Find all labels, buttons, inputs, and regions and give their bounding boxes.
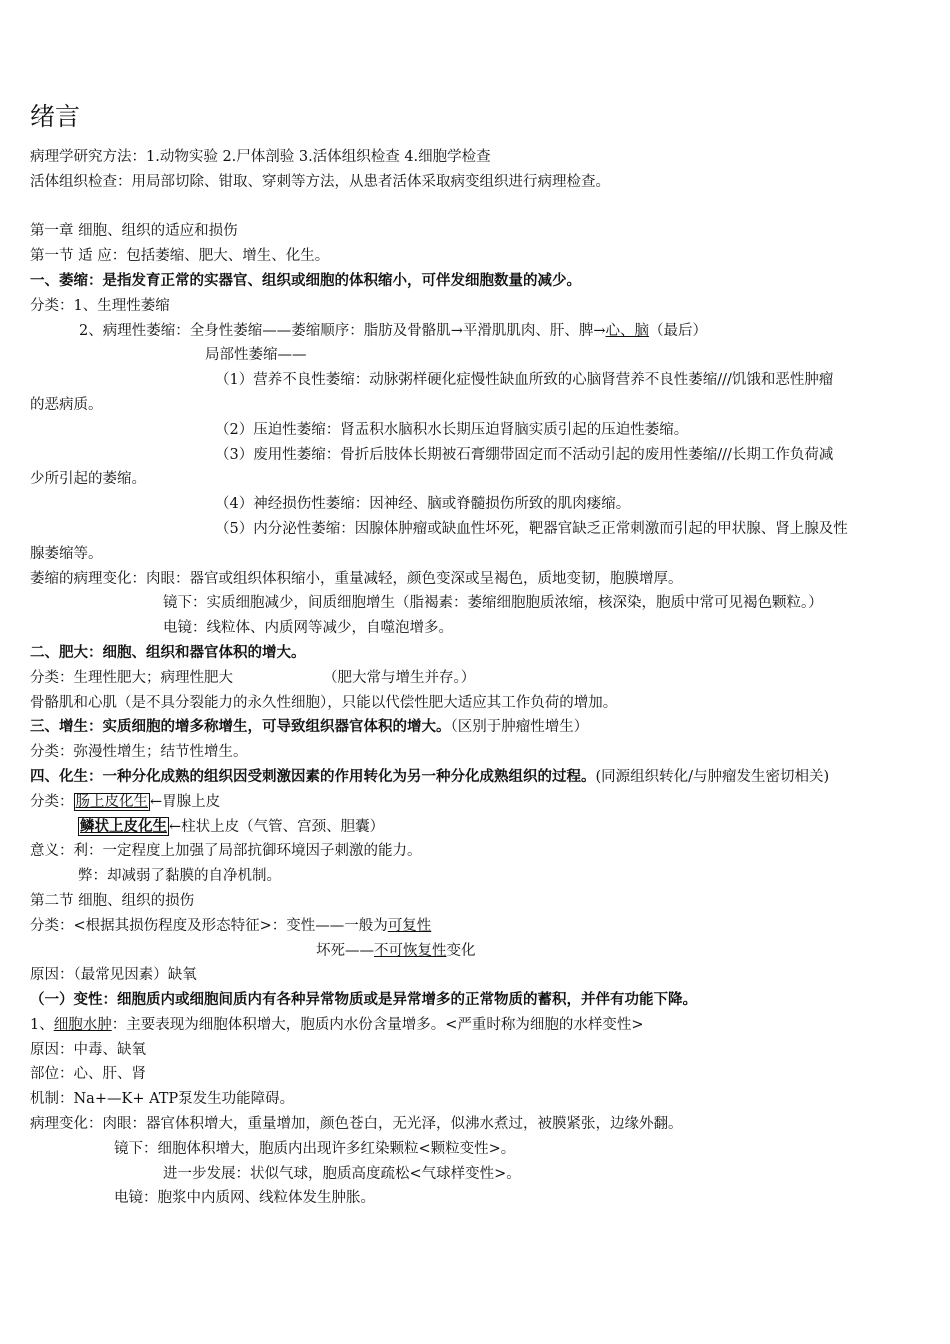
text-line: 弊：却减弱了黏膜的自净机制。 [78, 868, 281, 885]
section-heading: 第二节 细胞、组织的损伤 [30, 892, 195, 909]
text-line: 镜下：实质细胞减少，间质细胞增生（脂褐素：萎缩细胞胞质浓缩，核深染，胞质中常可见褐色颗粒。） [163, 595, 823, 612]
text-line: 活体组织检查：用局部切除、钳取、穿刺等方法，从患者活体采取病变组织进行病理检查。 [30, 173, 610, 190]
definition-hyperplasia: 三、增生：实质细胞的增多称增生，可导致组织器官体积的增大。 [30, 718, 451, 736]
text-line: （3）废用性萎缩：骨折后肢体长期被石膏绷带固定而不活动引起的废用性萎缩///长期工作负荷减 [215, 446, 834, 463]
underlined-text: 细胞水肿 [53, 1016, 112, 1033]
text-line: 病理变化：肉眼：器官体积增大，重量增加，颜色苍白，无光泽，似沸水煮过，被膜紧张，边缘外翻。 [30, 1116, 683, 1133]
text-line [30, 939, 925, 964]
text-line: 原因：（最常见因素）缺氧 [30, 967, 197, 984]
text-line: 镜下：细胞体积增大，胞质内出现许多红染颗粒<颗粒变性>。 [114, 1140, 516, 1157]
boxed-term: 肠上皮化生 [75, 793, 148, 810]
text-span: 2、病理性萎缩：全身性萎缩——萎缩顺序：脂肪及骨骼肌→平滑肌肌肉、肝、脾→ [79, 322, 606, 339]
text-line: 部位：心、肝、肾 [30, 1066, 146, 1083]
text-line: 少所引起的萎缩。 [30, 471, 146, 488]
text-line: 的恶病质。 [30, 396, 103, 413]
text-span: 分类：<根据其损伤程度及形态特征>：变性——一般为 [30, 917, 388, 934]
text-line: （2）压迫性萎缩：肾盂积水脑积水长期压迫肾脑实质引起的压迫性萎缩。 [215, 421, 689, 438]
blank-line [30, 195, 925, 220]
text-line: 原因：中毒、缺氧 [30, 1041, 146, 1058]
text-line: 电镜：线粒体、内质网等减少，自噬泡增多。 [163, 620, 453, 637]
chapter-heading: 第一章 细胞、组织的适应和损伤 [30, 223, 238, 240]
definition-hypertrophy: 二、肥大：细胞、组织和器官体积的增大。 [30, 643, 306, 661]
text-line: 分类：1、生理性萎缩 [30, 297, 170, 314]
text-span: 坏死—— [316, 942, 374, 959]
text-paragraph [30, 765, 925, 790]
text-line [30, 790, 925, 815]
text-line [30, 715, 925, 740]
definition-degeneration: （一）变性：细胞质内或细胞间质内有各种异常物质或是异常增多的正常物质的蓄积，并伴有功能下降。 [30, 991, 697, 1009]
text-span: ←柱状上皮（气管、宫颈、胆囊） [169, 818, 385, 835]
text-span: 分类： [30, 793, 74, 810]
text-span: ←胃腺上皮 [150, 793, 221, 810]
text-span: 分类：生理性肥大；病理性肥大 [30, 669, 233, 686]
text-span: 变化 [446, 942, 476, 959]
text-line: 局部性萎缩—— [205, 347, 307, 364]
text-line [30, 815, 925, 840]
underlined-text: 不可恢复性 [374, 942, 447, 959]
definition-metaplasia: 四、化生：一种分化成熟的组织因受刺激因素的作用转化为另一种分化成熟组织的过程。 [30, 767, 596, 785]
boxed-term: 鳞状上皮化生 [80, 817, 167, 835]
text-line: 进一步发展：状似气球，胞质高度疏松<气球样变性>。 [163, 1165, 521, 1182]
text-span: （肥大常与增生并存。） [323, 669, 476, 686]
section-heading: 第一节 适 应：包括萎缩、肥大、增生、化生。 [30, 248, 330, 265]
underlined-text: 可复性 [387, 917, 432, 934]
text-line: 病理学研究方法：1.动物实验 2.尸体剖验 3.活体组织检查 4.细胞学检查 [30, 149, 491, 165]
text-line: 萎缩的病理变化：肉眼：器官或组织体积缩小，重量减轻，颜色变深或呈褐色，质地变韧，胞膜增厚。 [30, 570, 683, 587]
underlined-text: 心、脑 [605, 322, 650, 339]
text-line: （1）营养不良性萎缩：动脉粥样硬化症慢性缺血所致的心脑肾营养不良性萎缩///饥饿和恶性肿瘤 [215, 372, 834, 389]
document-body [30, 145, 925, 1211]
text-span: （区别于肿瘤性增生） [450, 719, 589, 736]
text-line [30, 319, 925, 344]
text-line: 分类：弥漫性增生；结节性增生。 [30, 744, 248, 761]
text-line: 意义：利：一定程度上加强了局部抗御环境因子刺激的能力。 [30, 843, 422, 860]
text-line [30, 914, 925, 939]
text-span: ：主要表现为细胞体积增大，胞质内水份含量增多。<严重时称为细胞的水样变性> [111, 1016, 644, 1033]
text-line: （4）神经损伤性萎缩：因神经、脑或脊髓损伤所致的肌肉瘘缩。 [215, 496, 631, 513]
definition-atrophy: 一、萎缩：是指发育正常的实器官、组织或细胞的体积缩小，可伴发细胞数量的减少。 [30, 271, 581, 289]
document-title: 绪言 [30, 102, 81, 131]
text-line: 电镜：胞浆中内质网、线粒体发生肿胀。 [114, 1190, 375, 1207]
text-line: 骨骼肌和心肌（是不具分裂能力的永久性细胞），只能以代偿性肥大适应其工作负荷的增加。 [30, 694, 618, 711]
text-line [30, 1013, 925, 1038]
text-span: 1、 [30, 1016, 54, 1033]
text-span: (同源组织转化/与肿瘤发生密切相关) [595, 768, 830, 785]
text-span: （最后） [649, 322, 708, 339]
text-line [30, 666, 925, 691]
text-line: 机制：Na+—K+ ATP泵发生功能障碍。 [30, 1091, 295, 1108]
text-line: （5）内分泌性萎缩：因腺体肿瘤或缺血性坏死，靶器官缺乏正常刺激而引起的甲状腺、肾上腺及性 [215, 520, 848, 537]
text-line: 腺萎缩等。 [30, 545, 103, 562]
